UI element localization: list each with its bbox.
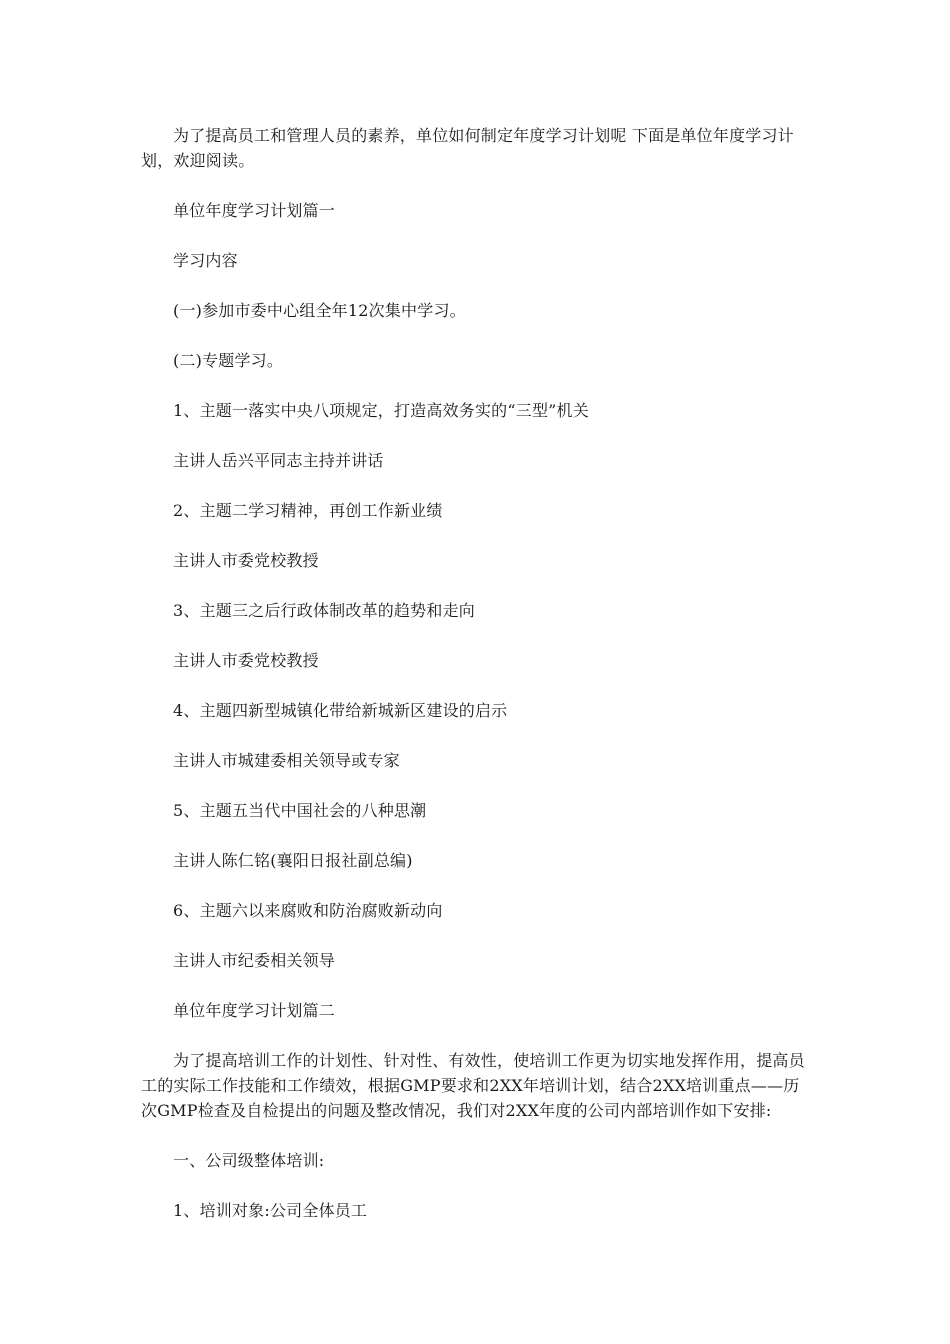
list-item: 1、培训对象:公司全体员工 — [173, 1201, 368, 1220]
speaker-line: 主讲人市城建委相关领导或专家 — [173, 751, 400, 770]
speaker-line: 主讲人市委党校教授 — [173, 551, 319, 570]
list-item: (二)专题学习。 — [173, 351, 284, 370]
topic-item: 2、主题二学习精神，再创工作新业绩 — [173, 501, 443, 520]
topic-item: 1、主题一落实中央八项规定，打造高效务实的“三型”机关 — [173, 401, 589, 420]
topic-item: 5、主题五当代中国社会的八种思潮 — [173, 801, 427, 820]
topic-item: 6、主题六以来腐败和防治腐败新动向 — [173, 901, 443, 920]
section-heading-part-one: 单位年度学习计划篇一 — [173, 201, 336, 220]
speaker-line: 主讲人陈仁铭(襄阳日报社副总编) — [173, 851, 413, 870]
speaker-line: 主讲人市纪委相关领导 — [173, 951, 336, 970]
topic-item: 4、主题四新型城镇化带给新城新区建设的启示 — [173, 701, 508, 720]
speaker-line: 主讲人岳兴平同志主持并讲话 — [173, 451, 384, 470]
speaker-line: 主讲人市委党校教授 — [173, 651, 319, 670]
body-paragraph: 为了提高培训工作的计划性、针对性、有效性，使培训工作更为切实地发挥作用，提高员工的实际工作技能和工作绩效，根据GMP要求和2XX年培训计划，结合2XX培训重点——历次GMP检查及自检提出的问题及整改情况，我们对2XX年度的公司内部培训作如下安排: — [141, 1051, 805, 1120]
section-heading-part-two: 单位年度学习计划篇二 — [173, 1001, 336, 1020]
list-item: (一)参加市委中心组全年12次集中学习。 — [173, 301, 466, 320]
subheading-study-content: 学习内容 — [173, 251, 238, 270]
document-body — [141, 123, 813, 1223]
topic-item: 3、主题三之后行政体制改革的趋势和走向 — [173, 601, 475, 620]
intro-paragraph: 为了提高员工和管理人员的素养，单位如何制定年度学习计划呢 下面是单位年度学习计划，欢迎阅读。 — [141, 126, 794, 170]
subheading-company-training: 一、公司级整体培训: — [173, 1151, 325, 1170]
